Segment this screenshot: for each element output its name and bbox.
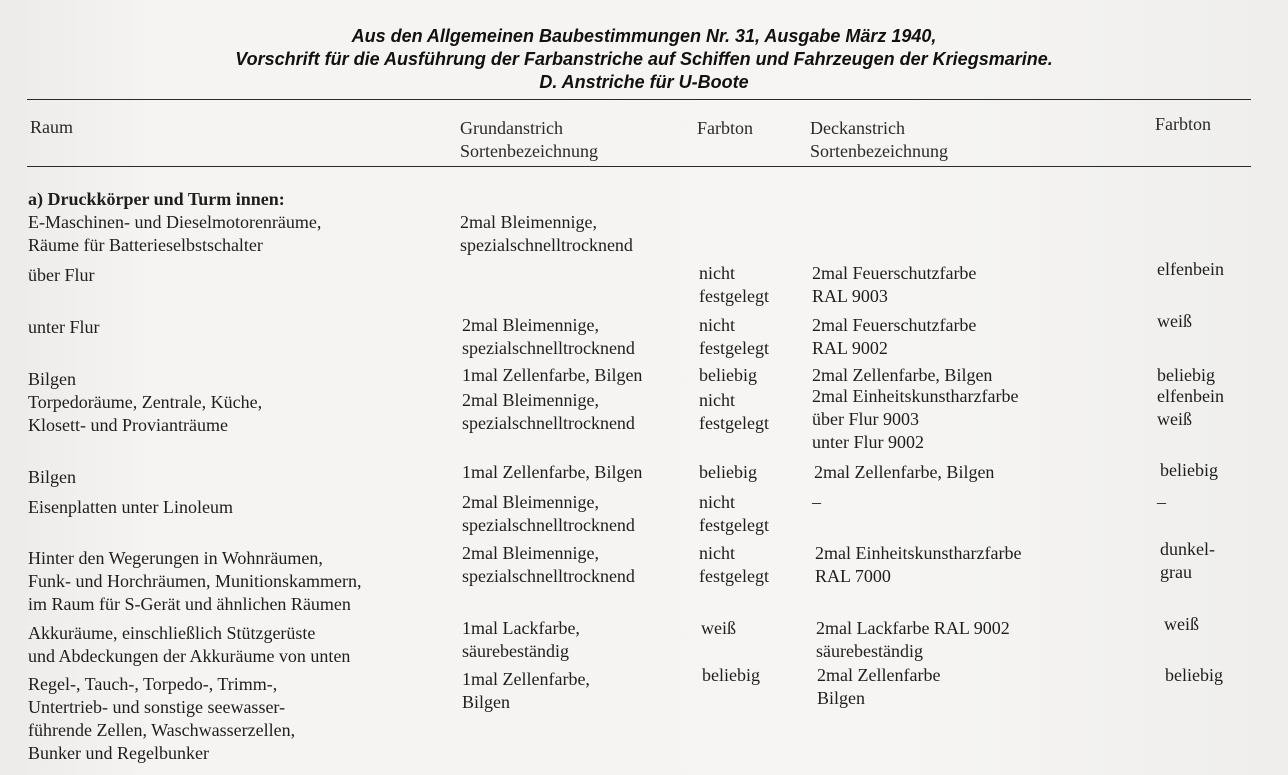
- cell-raum: [28, 622, 350, 668]
- cell-farbton2-line: –: [1157, 492, 1166, 512]
- cell-deck: [812, 385, 1018, 454]
- cell-deck-line: über Flur 9003: [812, 409, 919, 429]
- cell-farbton2: [1160, 538, 1215, 584]
- cell-raum-line: über Flur: [28, 265, 95, 285]
- cell-deck-line: 2mal Zellenfarbe, Bilgen: [812, 365, 993, 385]
- cell-farbton1-line: nicht: [699, 390, 735, 410]
- cell-deck-line: unter Flur 9002: [812, 432, 924, 452]
- cell-grund: [462, 364, 642, 387]
- cell-farbton1-line: festgelegt: [699, 338, 769, 358]
- cell-farbton1-line: nicht: [699, 492, 735, 512]
- cell-grund: [462, 389, 635, 435]
- cell-deck-line: säurebeständig: [816, 641, 923, 661]
- col-header-grundanstrich-line2: Sortenbezeichnung: [460, 141, 598, 161]
- cell-raum-line: Funk- und Horchräumen, Munitionskammern,: [28, 571, 362, 591]
- cell-grund-line: 1mal Zellenfarbe,: [462, 669, 590, 689]
- col-header-deckanstrich-line1: Deckanstrich: [810, 118, 905, 138]
- cell-farbton2-line: dunkel-: [1160, 539, 1215, 559]
- cell-farbton1-line: nicht: [699, 543, 735, 563]
- cell-raum: [28, 368, 76, 391]
- cell-farbton2: [1157, 364, 1215, 387]
- cell-farbton2-line: elfenbein: [1157, 259, 1224, 279]
- heading-line-1: Aus den Allgemeinen Baubestimmungen Nr. 31, Ausgabe März 1940,: [351, 26, 937, 46]
- cell-farbton1: [699, 542, 769, 588]
- cell-raum-line: Hinter den Wegerungen in Wohnräumen,: [28, 548, 323, 568]
- cell-raum-line: unter Flur: [28, 317, 100, 337]
- cell-deck: [817, 664, 940, 710]
- cell-farbton2-line: beliebig: [1157, 365, 1215, 385]
- cell-farbton2-line: weiß: [1157, 409, 1192, 429]
- cell-raum-line: Bilgen: [28, 369, 76, 389]
- cell-deck: [815, 542, 1021, 588]
- cell-deck-line: 2mal Feuerschutzfarbe: [812, 263, 977, 283]
- cell-farbton2: [1157, 310, 1192, 333]
- cell-raum-line: führende Zellen, Waschwasserzellen,: [28, 720, 296, 740]
- cell-deck-line: RAL 7000: [815, 566, 891, 586]
- cell-raum-line: Regel-, Tauch-, Torpedo-, Trimm-,: [28, 674, 278, 694]
- cell-farbton1-line: festgelegt: [699, 286, 769, 306]
- col-header-deckanstrich: [810, 117, 948, 163]
- cell-grund: [462, 491, 635, 537]
- cell-grund-line: spezialschnelltrocknend: [462, 566, 635, 586]
- cell-farbton1-line: nicht: [699, 315, 735, 335]
- cell-farbton2: [1165, 664, 1223, 687]
- header-bottom-rule: [27, 166, 1251, 167]
- cell-farbton1: [702, 664, 760, 687]
- cell-grund: [460, 211, 633, 257]
- cell-grund-line: spezialschnelltrocknend: [462, 338, 635, 358]
- heading-line-3: D. Anstriche für U-Boote: [539, 72, 749, 92]
- cell-deck-line: Bilgen: [817, 688, 865, 708]
- cell-deck-line: 2mal Zellenfarbe, Bilgen: [814, 462, 995, 482]
- cell-farbton2-line: weiß: [1157, 311, 1192, 331]
- cell-farbton2-line: weiß: [1164, 614, 1199, 634]
- cell-grund-line: säurebeständig: [462, 641, 569, 661]
- cell-grund: [462, 461, 642, 484]
- cell-deck-line: 2mal Einheitskunstharzfarbe: [812, 386, 1019, 406]
- cell-raum: [28, 316, 100, 339]
- cell-deck-line: RAL 9002: [812, 338, 888, 358]
- cell-grund-line: spezialschnelltrocknend: [462, 413, 635, 433]
- cell-deck-line: 2mal Feuerschutzfarbe: [812, 315, 977, 335]
- col-header-grundanstrich: [460, 117, 598, 163]
- cell-grund-line: 2mal Bleimennige,: [462, 315, 599, 335]
- cell-deck: [812, 262, 976, 308]
- cell-farbton1-line: beliebig: [699, 365, 757, 385]
- cell-farbton1: [699, 389, 769, 435]
- cell-farbton1-line: beliebig: [702, 665, 760, 685]
- cell-raum: [28, 466, 76, 489]
- cell-raum-line: im Raum für S-Gerät und ähnlichen Räumen: [28, 594, 351, 614]
- cell-farbton2-line: beliebig: [1160, 460, 1218, 480]
- cell-deck: [812, 364, 992, 387]
- cell-farbton1-line: weiß: [701, 618, 736, 638]
- cell-raum-line: Bunker und Regelbunker: [28, 743, 209, 763]
- cell-grund-line: 2mal Bleimennige,: [462, 492, 599, 512]
- cell-raum-line: und Abdeckungen der Akkuräume von unten: [28, 646, 351, 666]
- cell-raum-line: E-Maschinen- und Dieselmotorenräume,: [28, 212, 322, 232]
- col-header-raum: Raum: [30, 117, 73, 137]
- cell-raum-line: Torpedoräume, Zentrale, Küche,: [28, 392, 263, 412]
- cell-farbton2-line: grau: [1160, 562, 1192, 582]
- cell-grund-line: 2mal Bleimennige,: [462, 543, 599, 563]
- cell-raum: [28, 264, 95, 287]
- cell-farbton2: [1157, 258, 1224, 281]
- cell-deck: [812, 314, 976, 360]
- cell-farbton1-line: festgelegt: [699, 515, 769, 535]
- cell-farbton2: [1160, 459, 1218, 482]
- cell-farbton1: [699, 314, 769, 360]
- col-header-farbton-1: Farbton: [697, 118, 753, 138]
- cell-deck: [816, 617, 1010, 663]
- col-header-deckanstrich-line2: Sortenbezeichnung: [810, 141, 948, 161]
- cell-farbton2: [1157, 491, 1166, 514]
- cell-raum: [28, 496, 233, 519]
- cell-grund: [462, 542, 635, 588]
- cell-farbton2-line: elfenbein: [1157, 386, 1224, 406]
- cell-raum-line: Untertrieb- und sonstige seewasser-: [28, 697, 286, 717]
- cell-farbton1: [699, 461, 757, 484]
- cell-raum: [28, 391, 262, 437]
- cell-farbton2: [1157, 385, 1224, 431]
- cell-farbton2-line: beliebig: [1165, 665, 1223, 685]
- col-header-farbton-2: Farbton: [1155, 114, 1211, 134]
- cell-raum-line: Eisenplatten unter Linoleum: [28, 497, 233, 517]
- cell-deck-line: 2mal Einheitskunstharzfarbe: [815, 543, 1022, 563]
- section-heading-a: a) Druckkörper und Turm innen:: [28, 189, 285, 209]
- cell-deck-line: –: [812, 492, 821, 512]
- cell-raum: [28, 211, 321, 257]
- cell-farbton1-line: nicht: [699, 263, 735, 283]
- cell-deck-line: RAL 9003: [812, 286, 888, 306]
- document-heading: [0, 25, 1288, 94]
- cell-deck-line: 2mal Zellenfarbe: [817, 665, 941, 685]
- cell-deck: [812, 491, 821, 514]
- cell-grund-line: 1mal Zellenfarbe, Bilgen: [462, 365, 643, 385]
- header-top-rule: [27, 99, 1251, 100]
- cell-farbton2: [1164, 613, 1199, 636]
- cell-raum: [28, 673, 295, 765]
- cell-farbton1: [701, 617, 736, 640]
- cell-farbton1-line: festgelegt: [699, 413, 769, 433]
- cell-deck-line: 2mal Lackfarbe RAL 9002: [816, 618, 1010, 638]
- cell-farbton1: [699, 491, 769, 537]
- cell-grund-line: 2mal Bleimennige,: [462, 390, 599, 410]
- cell-grund: [462, 617, 580, 663]
- heading-line-2: Vorschrift für die Ausführung der Farbanstriche auf Schiffen und Fahrzeugen der Kriegsmarine.: [235, 49, 1053, 69]
- cell-grund-line: spezialschnelltrocknend: [460, 235, 633, 255]
- cell-raum-line: Klosett- und Provianträume: [28, 415, 228, 435]
- cell-grund-line: spezialschnelltrocknend: [462, 515, 635, 535]
- cell-raum-line: Bilgen: [28, 467, 76, 487]
- cell-grund: [462, 314, 635, 360]
- cell-grund: [462, 668, 590, 714]
- cell-grund-line: 1mal Zellenfarbe, Bilgen: [462, 462, 643, 482]
- col-header-grundanstrich-line1: Grundanstrich: [460, 118, 563, 138]
- cell-farbton1: [699, 262, 769, 308]
- cell-grund-line: 2mal Bleimennige,: [460, 212, 597, 232]
- cell-raum-line: Akkuräume, einschließlich Stützgerüste: [28, 623, 316, 643]
- cell-farbton1-line: beliebig: [699, 462, 757, 482]
- cell-grund-line: 1mal Lackfarbe,: [462, 618, 580, 638]
- cell-deck: [814, 461, 994, 484]
- cell-grund-line: Bilgen: [462, 692, 510, 712]
- cell-farbton1-line: festgelegt: [699, 566, 769, 586]
- cell-raum: [28, 547, 361, 616]
- cell-raum-line: Räume für Batterieselbstschalter: [28, 235, 263, 255]
- cell-farbton1: [699, 364, 757, 387]
